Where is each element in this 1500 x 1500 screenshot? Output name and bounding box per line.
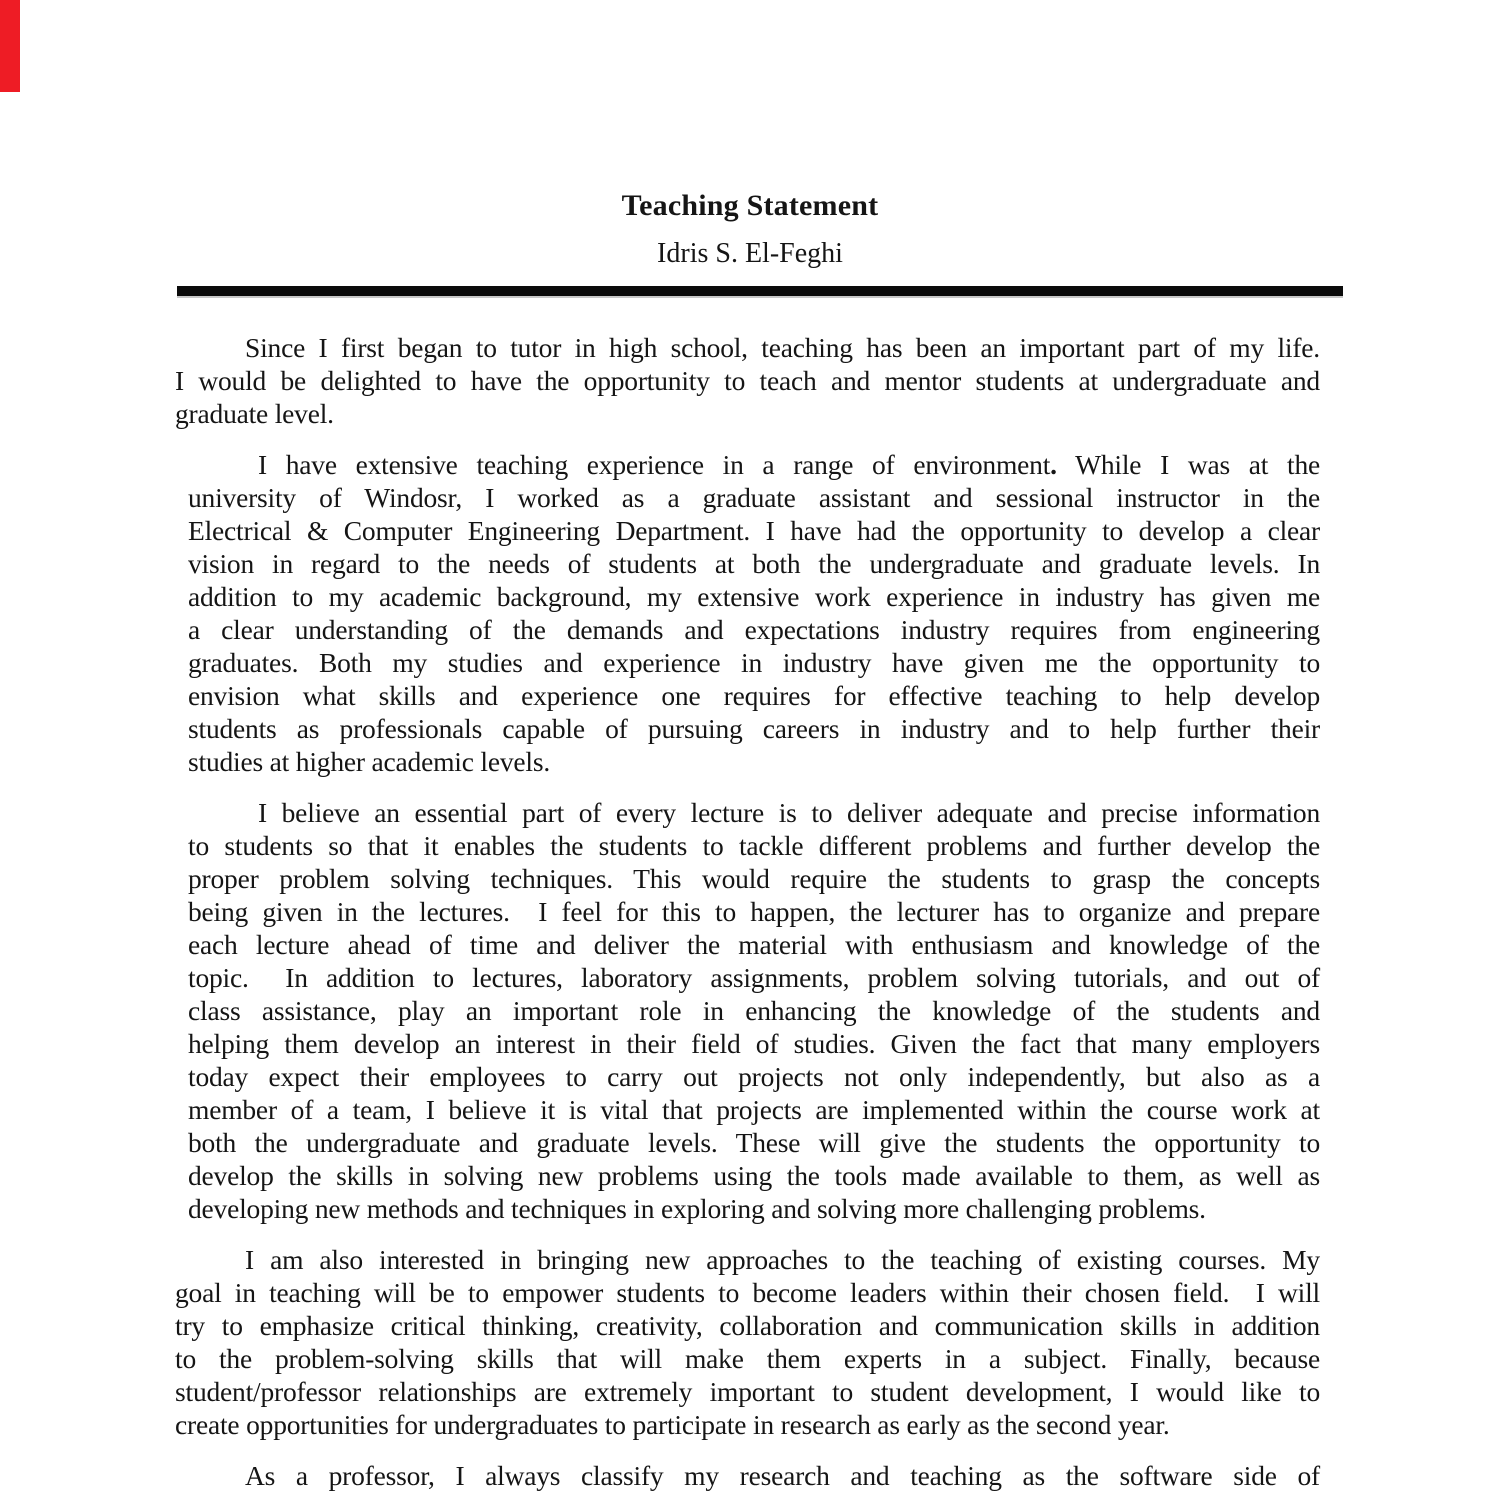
text-line: today expect their employees to carry out projects not only independently, but also as a	[188, 1061, 1320, 1092]
red-corner-marker	[0, 0, 20, 92]
text-line: goal in teaching will be to empower students to become leaders within their chosen field. I will	[175, 1277, 1320, 1308]
text-line: university of Windosr, I worked as a graduate assistant and sessional instructor in the	[188, 482, 1320, 513]
text-line: vision in regard to the needs of students at both the undergraduate and graduate levels. In	[188, 548, 1320, 579]
text-line: envision what skills and experience one requires for effective teaching to help develop	[188, 680, 1320, 711]
text-line: helping them develop an interest in their field of studies. Given the fact that many employers	[188, 1028, 1320, 1059]
text-line: being given in the lectures. I feel for this to happen, the lecturer has to organize and prepare	[188, 896, 1320, 927]
text-line: developing new methods and techniques in exploring and solving more challenging problems.	[188, 1193, 1206, 1224]
text-line: graduate level.	[175, 398, 334, 429]
text-line: create opportunities for undergraduates to participate in research as early as the second year.	[175, 1409, 1170, 1440]
text-line: students as professionals capable of pursuing careers in industry and to help further their	[188, 713, 1320, 744]
text-line: both the undergraduate and graduate levels. These will give the students the opportunity to	[188, 1127, 1320, 1158]
paragraph	[175, 331, 1320, 430]
paragraph	[175, 1243, 1320, 1441]
text-line: Electrical & Computer Engineering Department. I have had the opportunity to develop a clear	[188, 515, 1320, 546]
text-line: proper problem solving techniques. This would require the students to grasp the concepts	[188, 863, 1320, 894]
text-line: student/professor relationships are extremely important to student development, I would like to	[175, 1376, 1320, 1407]
text-line: I have extensive teaching experience in a range of environment. While I was at the	[258, 449, 1320, 480]
text-line: to students so that it enables the students to tackle different problems and further develop the	[188, 830, 1320, 861]
text-line: class assistance, play an important role in enhancing the knowledge of the students and	[188, 995, 1320, 1026]
paragraph	[175, 1459, 1320, 1492]
author-name: Idris S. El-Feghi	[657, 238, 843, 269]
divider-rule	[177, 286, 1343, 298]
text-line: develop the skills in solving new problems using the tools made available to them, as well as	[188, 1160, 1320, 1191]
text-line: I am also interested in bringing new approaches to the teaching of existing courses. My	[245, 1244, 1320, 1275]
text-line: member of a team, I believe it is vital that projects are implemented within the course work at	[188, 1094, 1320, 1125]
text-line: I would be delighted to have the opportunity to teach and mentor students at undergraduate and	[175, 365, 1320, 396]
text-line: I believe an essential part of every lecture is to deliver adequate and precise information	[258, 797, 1320, 828]
document-body	[175, 331, 1320, 1492]
text-line: studies at higher academic levels.	[188, 746, 551, 777]
text-line: a clear understanding of the demands and expectations industry requires from engineering	[188, 614, 1320, 645]
text-line: addition to my academic background, my extensive work experience in industry has given me	[188, 581, 1320, 612]
text-line: each lecture ahead of time and deliver the material with enthusiasm and knowledge of the	[188, 929, 1320, 960]
text-line: graduates. Both my studies and experience in industry have given me the opportunity to	[188, 647, 1320, 678]
paragraph	[188, 448, 1320, 778]
text-line: to the problem-solving skills that will make them experts in a subject. Finally, because	[175, 1343, 1320, 1374]
page-title: Teaching Statement	[621, 189, 879, 222]
text-line: topic. In addition to lectures, laboratory assignments, problem solving tutorials, and out of	[188, 962, 1320, 993]
text-line: Since I first began to tutor in high school, teaching has been an important part of my life.	[245, 332, 1320, 363]
paragraph	[188, 796, 1320, 1225]
text-line: try to emphasize critical thinking, creativity, collaboration and communication skills in addition	[175, 1310, 1320, 1341]
text-line: As a professor, I always classify my research and teaching as the software side of	[245, 1460, 1320, 1491]
